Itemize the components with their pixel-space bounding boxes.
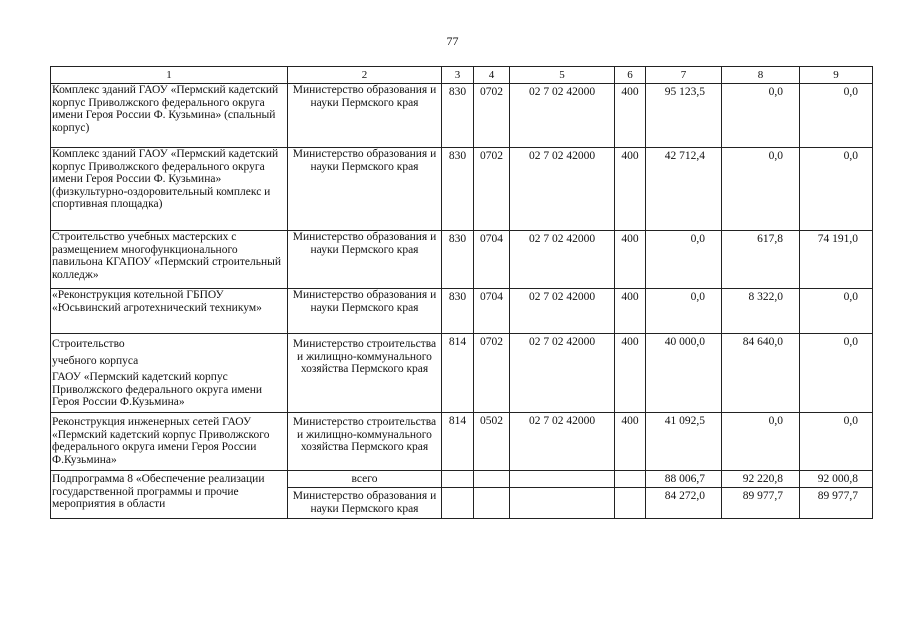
- header-cell: 5: [510, 67, 615, 84]
- amount-cell: 40 000,0: [646, 334, 722, 413]
- section-cell: 0704: [474, 289, 510, 334]
- amount-cell: 88 006,7: [646, 471, 722, 488]
- target-article-cell: 02 7 02 42000: [510, 84, 615, 148]
- amount-cell: 84 640,0: [722, 334, 800, 413]
- amount-cell: 89 977,7: [722, 488, 800, 519]
- amount-cell: 0,0: [722, 413, 800, 471]
- table-row: [51, 231, 873, 289]
- object-name-line: ГАОУ «Пермский кадетский корпус Приволжского федерального округа имени Героя России Ф.Кузьмина»: [52, 371, 263, 409]
- object-name-line: учебного корпуса: [52, 354, 139, 367]
- expense-type-cell: 400: [615, 84, 646, 148]
- header-row: [51, 67, 873, 84]
- amount-cell: 74 191,0: [800, 231, 873, 289]
- section-cell: 0704: [474, 231, 510, 289]
- amount-cell: 8 322,0: [722, 289, 800, 334]
- agency-cell: Министерство строительства и жилищно-коммунального хозяйства Пермского края: [288, 334, 442, 413]
- amount-cell: 0,0: [646, 231, 722, 289]
- section-cell: 0702: [474, 148, 510, 231]
- amount-cell: 84 272,0: [646, 488, 722, 519]
- header-cell: 7: [646, 67, 722, 84]
- target-article-cell: 02 7 02 42000: [510, 334, 615, 413]
- header-cell: 1: [51, 67, 288, 84]
- object-name-cell: Реконструкция инженерных сетей ГАОУ «Пермский кадетский корпус Приволжского федерального округа имени Героя России Ф.Кузьмина»: [51, 413, 288, 471]
- amount-cell: 0,0: [800, 289, 873, 334]
- total-label-cell: всего: [288, 471, 442, 488]
- budget-table: [50, 66, 873, 519]
- agency-cell: Министерство строительства и жилищно-коммунального хозяйства Пермского края: [288, 413, 442, 471]
- empty-cell: [474, 471, 510, 488]
- table-row: [51, 413, 873, 471]
- empty-cell: [442, 471, 474, 488]
- object-name-cell: «Реконструкция котельной ГБПОУ «Юсьвинский агротехнический техникум»: [51, 289, 288, 334]
- header-cell: 4: [474, 67, 510, 84]
- table-row: [51, 289, 873, 334]
- agency-cell: Министерство образования и науки Пермского края: [288, 289, 442, 334]
- header-cell: 6: [615, 67, 646, 84]
- section-cell: 0702: [474, 334, 510, 413]
- target-article-cell: 02 7 02 42000: [510, 413, 615, 471]
- target-article-cell: 02 7 02 42000: [510, 231, 615, 289]
- object-name-cell: Строительство учебных мастерских с размещением многофункционального павильона КГАПОУ «Пермский строительный колледж»: [51, 231, 288, 289]
- table-row: [51, 334, 873, 413]
- agency-cell: Министерство образования и науки Пермского края: [288, 488, 442, 519]
- subprogram-total-row: [51, 471, 873, 488]
- empty-cell: [510, 488, 615, 519]
- header-cell: 8: [722, 67, 800, 84]
- object-name-cell: Комплекс зданий ГАОУ «Пермский кадетский корпус Приволжского федерального округа имени Героя России Ф. Кузьмина» (спальный корпус): [51, 84, 288, 148]
- target-article-cell: 02 7 02 42000: [510, 148, 615, 231]
- section-cell: 0502: [474, 413, 510, 471]
- header-cell: 3: [442, 67, 474, 84]
- code-cell: 814: [442, 413, 474, 471]
- empty-cell: [615, 471, 646, 488]
- amount-cell: 95 123,5: [646, 84, 722, 148]
- amount-cell: 41 092,5: [646, 413, 722, 471]
- amount-cell: 0,0: [800, 413, 873, 471]
- expense-type-cell: 400: [615, 148, 646, 231]
- table-row: [51, 84, 873, 148]
- expense-type-cell: 400: [615, 231, 646, 289]
- amount-cell: 617,8: [722, 231, 800, 289]
- amount-cell: 0,0: [800, 334, 873, 413]
- agency-cell: Министерство образования и науки Пермского края: [288, 231, 442, 289]
- object-name-cell: Комплекс зданий ГАОУ «Пермский кадетский корпус Приволжского федерального округа имени Героя России Ф. Кузьмина» (физкультурно-оздоровительный комплекс и спортивная площадка): [51, 148, 288, 231]
- amount-cell: 0,0: [722, 148, 800, 231]
- amount-cell: 89 977,7: [800, 488, 873, 519]
- code-cell: 830: [442, 84, 474, 148]
- expense-type-cell: 400: [615, 289, 646, 334]
- target-article-cell: 02 7 02 42000: [510, 289, 615, 334]
- expense-type-cell: 400: [615, 334, 646, 413]
- expense-type-cell: 400: [615, 413, 646, 471]
- amount-cell: 92 220,8: [722, 471, 800, 488]
- subprogram-name-cell: Подпрограмма 8 «Обеспечение реализации государственной программы и прочие мероприятия в области: [51, 471, 288, 519]
- agency-cell: Министерство образования и науки Пермского края: [288, 148, 442, 231]
- code-cell: 814: [442, 334, 474, 413]
- amount-cell: 0,0: [646, 289, 722, 334]
- object-name-line: Строительство: [52, 338, 125, 350]
- code-cell: 830: [442, 148, 474, 231]
- header-cell: 2: [288, 67, 442, 84]
- header-cell: 9: [800, 67, 873, 84]
- amount-cell: 42 712,4: [646, 148, 722, 231]
- code-cell: 830: [442, 289, 474, 334]
- table-row: [51, 148, 873, 231]
- code-cell: 830: [442, 231, 474, 289]
- empty-cell: [474, 488, 510, 519]
- empty-cell: [510, 471, 615, 488]
- amount-cell: 92 000,8: [800, 471, 873, 488]
- amount-cell: 0,0: [800, 148, 873, 231]
- section-cell: 0702: [474, 84, 510, 148]
- amount-cell: 0,0: [800, 84, 873, 148]
- amount-cell: 0,0: [722, 84, 800, 148]
- empty-cell: [615, 488, 646, 519]
- object-name-cell: [51, 334, 288, 413]
- page-number: 77: [446, 34, 459, 48]
- empty-cell: [442, 488, 474, 519]
- agency-cell: Министерство образования и науки Пермского края: [288, 84, 442, 148]
